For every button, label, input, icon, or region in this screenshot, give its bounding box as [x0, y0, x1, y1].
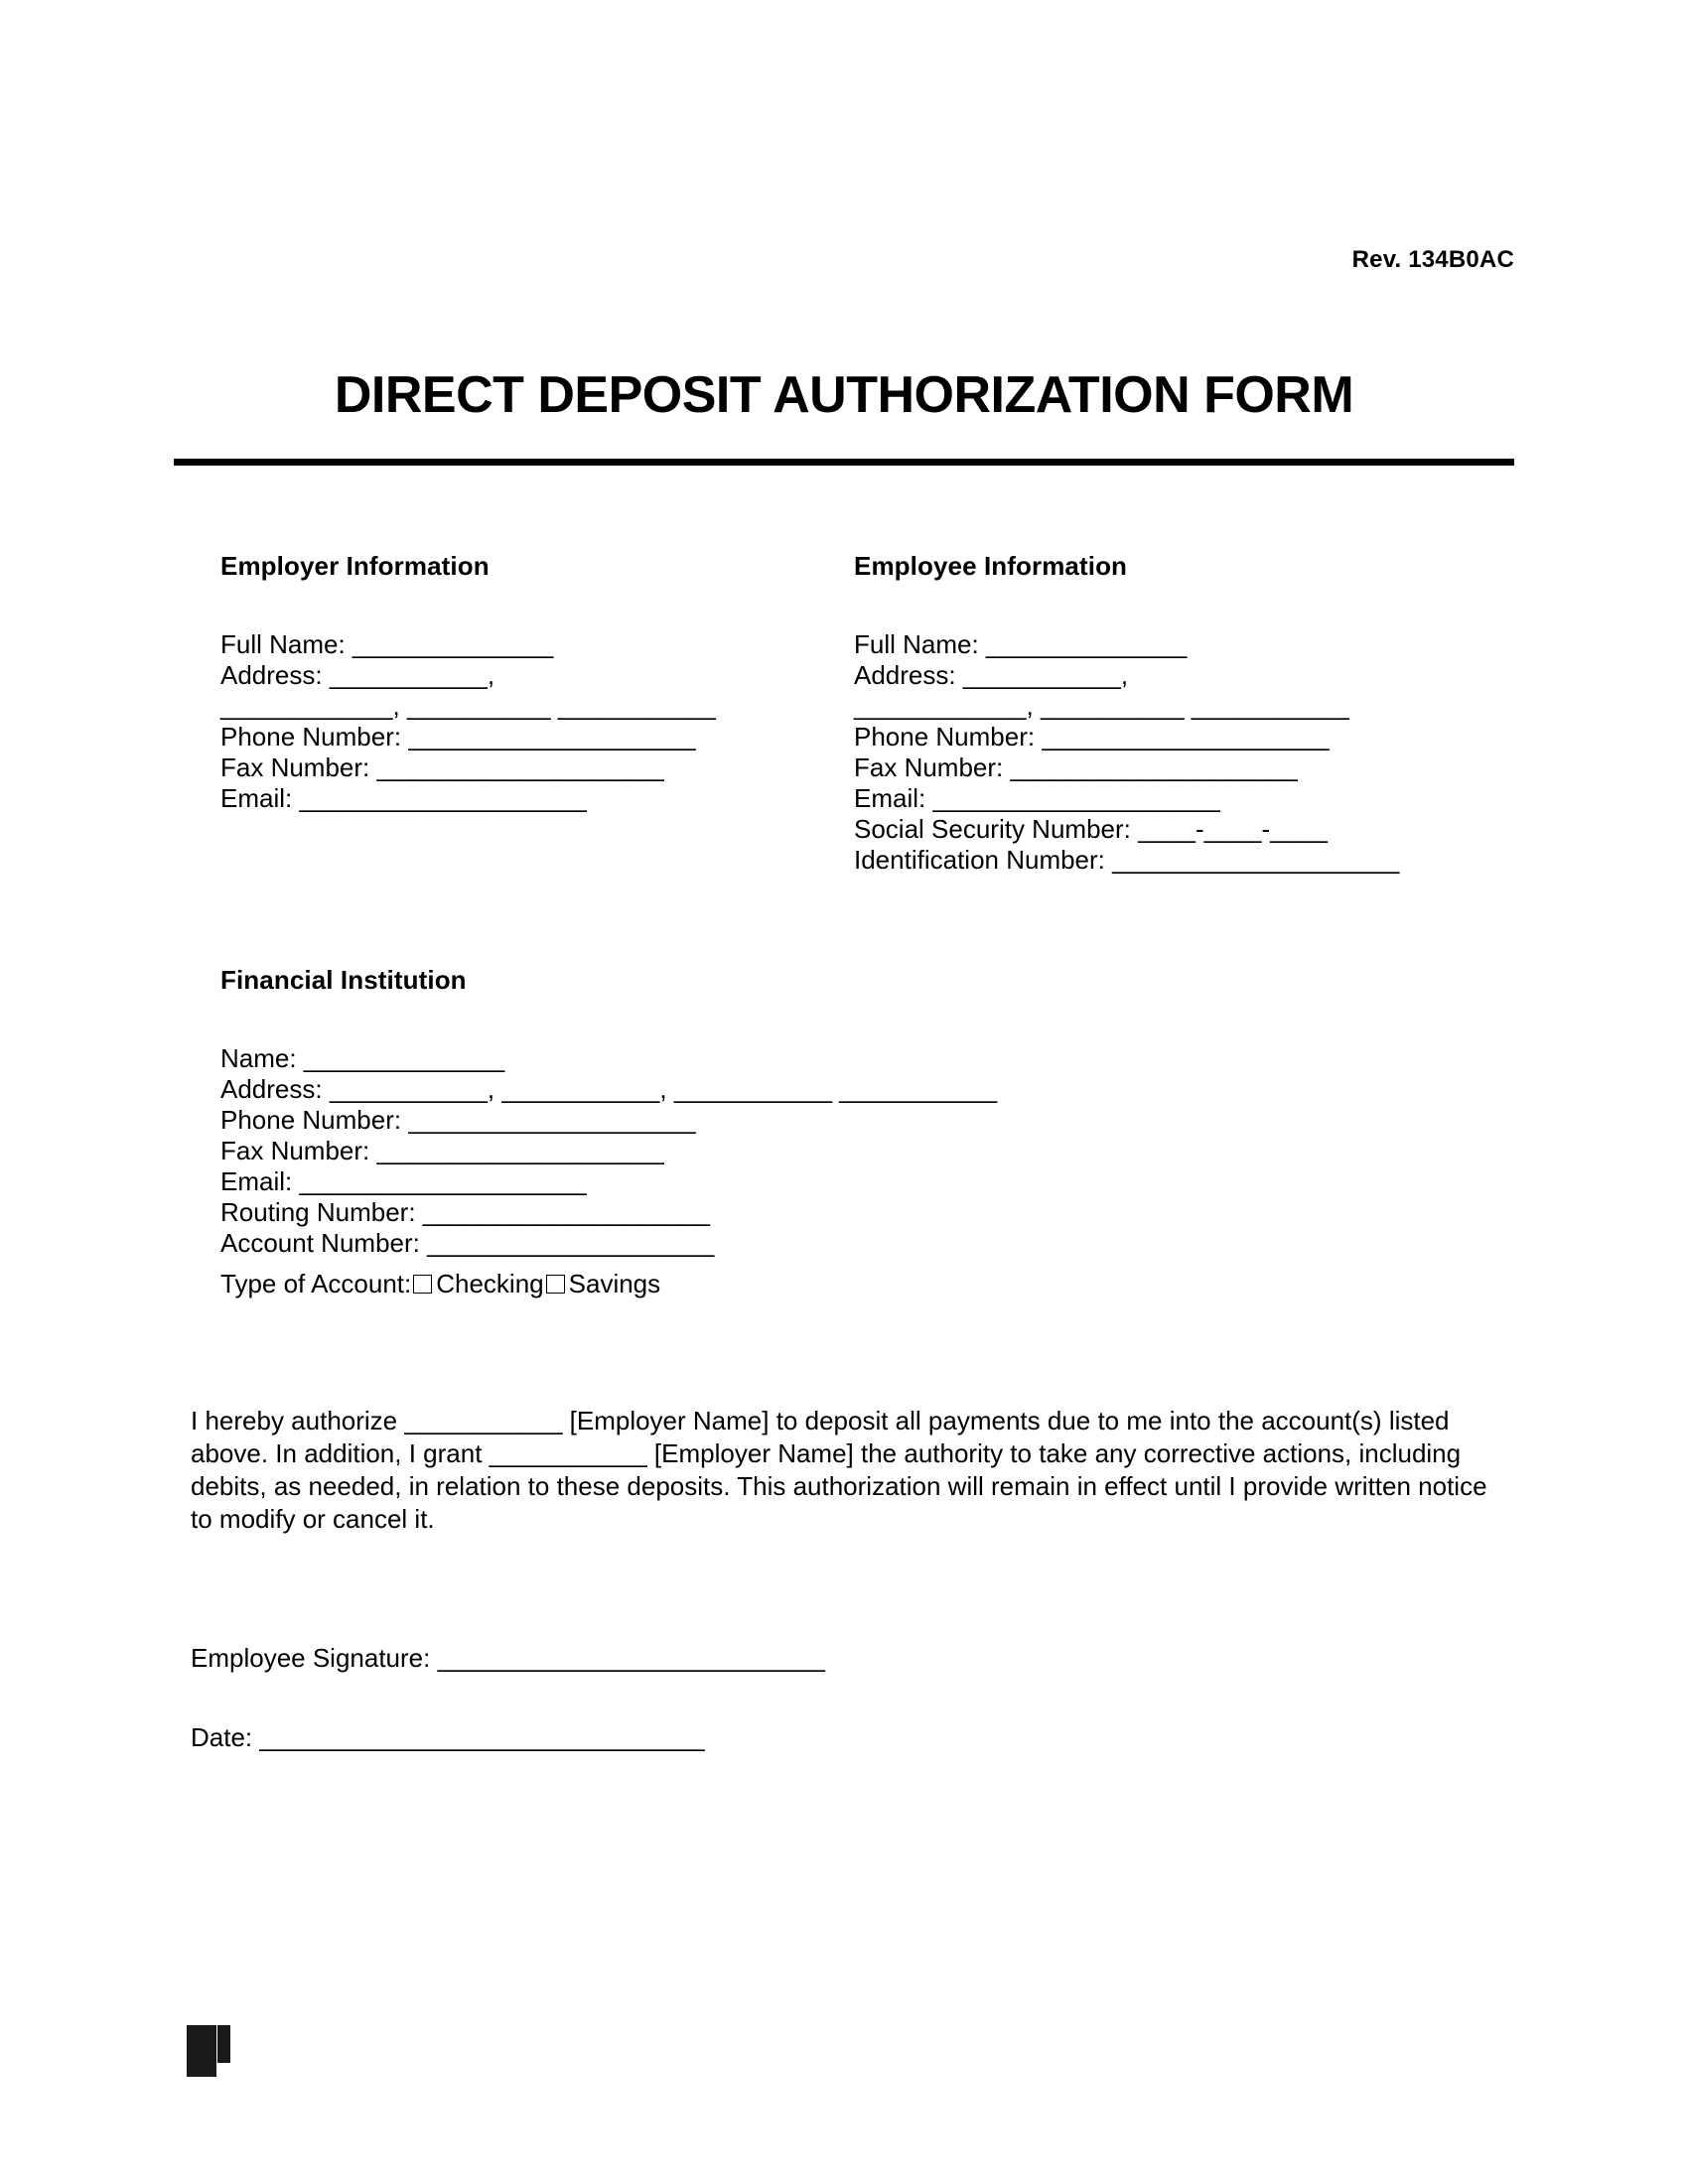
employee-heading: Employee Information — [854, 551, 1128, 581]
account-type-row — [220, 1269, 1412, 1299]
logo-tab — [217, 2025, 230, 2063]
employer-heading: Employer Information — [220, 551, 490, 581]
bank-phone-number-field[interactable]: Phone Number: ____________________ — [220, 1105, 696, 1135]
employer-fax-number-field[interactable]: Fax Number: ____________________ — [220, 752, 664, 782]
signature-date-field[interactable]: Date: _______________________________ — [191, 1722, 705, 1752]
title-divider — [174, 459, 1514, 466]
routing-number-field[interactable]: Routing Number: ____________________ — [220, 1197, 710, 1227]
employee-address-city-state-zip-field[interactable]: ____________, __________ ___________ — [854, 691, 1349, 721]
employer-address-city-state-zip-field[interactable]: ____________, __________ ___________ — [220, 691, 716, 721]
financial-institution-section — [220, 965, 1412, 1299]
financial-institution-fields — [220, 1043, 1412, 1299]
employee-email-field[interactable]: Email: ____________________ — [854, 783, 1220, 813]
bank-name-field[interactable]: Name: ______________ — [220, 1043, 505, 1073]
revision-code: Rev. 134B0AC — [1351, 246, 1514, 273]
account-type-label: Type of Account: — [220, 1269, 412, 1298]
page-title: DIRECT DEPOSIT AUTHORIZATION FORM — [334, 366, 1354, 424]
employee-ssn-field[interactable]: Social Security Number: ____-____-____ — [854, 814, 1328, 844]
legal-templates-logo-icon — [187, 2025, 230, 2077]
financial-institution-heading: Financial Institution — [220, 965, 467, 995]
logo-bar — [187, 2025, 216, 2077]
employee-phone-number-field[interactable]: Phone Number: ____________________ — [854, 722, 1330, 751]
spacer — [854, 582, 1529, 629]
employee-full-name-field[interactable]: Full Name: ______________ — [854, 629, 1188, 659]
bank-email-field[interactable]: Email: ____________________ — [220, 1166, 587, 1196]
employer-information-section — [220, 551, 836, 814]
account-number-field[interactable]: Account Number: ____________________ — [220, 1228, 715, 1258]
employee-fax-number-field[interactable]: Fax Number: ____________________ — [854, 752, 1298, 782]
employee-address-field[interactable]: Address: ___________, — [854, 660, 1129, 690]
employee-information-section — [854, 551, 1529, 876]
savings-checkbox[interactable] — [546, 1275, 565, 1294]
spacer — [220, 582, 836, 629]
bank-fax-number-field[interactable]: Fax Number: ____________________ — [220, 1136, 664, 1165]
authorization-paragraph: I hereby authorize ___________ [Employer Name] to deposit all payments due to me into the account(s) listed above. In addition, I grant ___________ [Employer Name] the authority to take any corrective actions, including debits, as needed, in relation to these deposits. This authorization will remain in effect until I provide written notice to modify or cancel it. — [191, 1406, 1487, 1534]
employer-phone-number-field[interactable]: Phone Number: ____________________ — [220, 722, 696, 751]
employer-full-name-field[interactable]: Full Name: ______________ — [220, 629, 554, 659]
employee-signature-field[interactable]: Employee Signature: ___________________________ — [191, 1643, 826, 1673]
savings-label: Savings — [568, 1269, 661, 1298]
checking-checkbox[interactable] — [413, 1275, 432, 1294]
employee-identification-number-field[interactable]: Identification Number: ____________________ — [854, 845, 1400, 875]
bank-address-field[interactable]: Address: ___________, ___________, ___________ ___________ — [220, 1074, 998, 1104]
employer-address-field[interactable]: Address: ___________, — [220, 660, 495, 690]
checking-label: Checking — [436, 1269, 544, 1298]
employer-email-field[interactable]: Email: ____________________ — [220, 783, 587, 813]
